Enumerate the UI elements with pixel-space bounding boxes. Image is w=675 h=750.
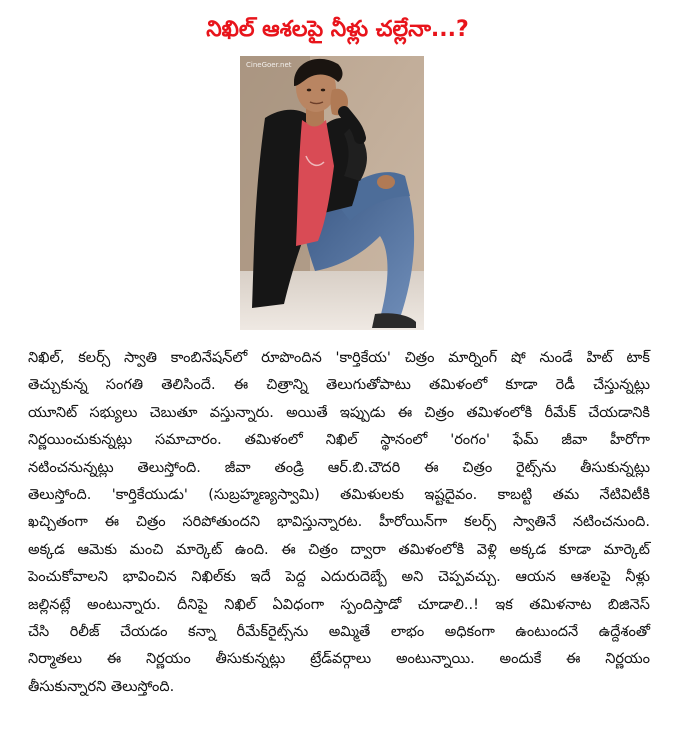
article-line: నిర్మాతలు ఈ నిర్ణయం తీసుకున్నట్లు ట్రేడ్‌వర్గాలు అంటున్నాయి. అందుకే ఈ నిర్ణయం [28, 651, 650, 668]
article-line: నిఖిల్, కలర్స్ స్వాతి కాంబినేషన్‌లో రూపొందిన 'కార్తికేయ' చిత్రం మార్నింగ్ షో నుండే హిట్ టాక్ [28, 350, 650, 366]
article-line: తెలుస్తోంది. 'కార్తికేయుడు' (సుబ్రహ్మణ్యస్వామి) తమిళులకు ఇష్టదైవం. కాబట్టి తమ నేటివిటీకి [28, 486, 650, 503]
actor-photo [240, 56, 424, 330]
article-line: జల్లినట్లే అంటున్నారు. దీనిపై నిఖిల్ ఏవిధంగా స్పందిస్తాడో చూడాలి..! ఇక తమిళనాట బిజినెస్ [28, 596, 650, 613]
article-line: నటించనున్నట్లు తెలుస్తోంది. జీవా తండ్రి ఆర్.బి.చౌదరి ఈ చిత్రం రైట్స్‌ను తీసుకున్నట్లు [28, 459, 650, 476]
article-line: పెంచుకోవాలని భావించిన నిఖిల్‌కు ఇదే పెద్ద ఎదురుదెబ్బే అని చెప్పవచ్చు. ఆయన ఆశలపై నీళ్లు [28, 569, 650, 586]
article-headline: నిఖిల్ ఆశలపై నీళ్లు చల్లేనా...? [206, 17, 469, 42]
article-line: అక్కడ ఆమెకు మంచి మార్కెట్ ఉంది. ఈ చిత్రం ద్వారా తమిళంలోకి వెళ్లి అక్కడ కూడా మార్కెట్ [28, 541, 650, 558]
article-line: చేసి రిలీజ్ చేయడం కన్నా రీమేక్‌రైట్స్‌ను అమ్మితే లాభం అధికంగా ఉంటుందనే ఉద్దేశంతో [28, 623, 650, 640]
article-body [28, 345, 650, 701]
article-line: ఖచ్చితంగా ఈ చిత్రం సరిపోతుందని భావిస్తున్నారట. హీరోయిన్‌గా కలర్స్ స్వాతినే నటించనుంది. [28, 514, 650, 531]
photo-watermark: CineGoer.net [246, 61, 292, 69]
article-line: తీసుకున్నారని తెలుస్తోంది. [28, 678, 175, 695]
article-line: తెచ్చుకున్న సంగతి తెలిసిందే. ఈ చిత్రాన్ని తెలుగుతోపాటు తమిళంలో కూడా రెడీ చేస్తున్నట్లు [28, 377, 650, 394]
article-line: యూనిట్ సభ్యులు చెబుతూ వస్తున్నారు. అయితే ఇప్పుడు ఈ చిత్రం తమిళంలోకి రీమేక్ చేయడానికి [28, 404, 650, 421]
article-line: నిర్ణయించుకున్నట్లు సమాచారం. తమిళంలో నిఖిల్ స్థానంలో 'రంగం' ఫేమ్ జీవా హీరోగా [28, 432, 650, 449]
